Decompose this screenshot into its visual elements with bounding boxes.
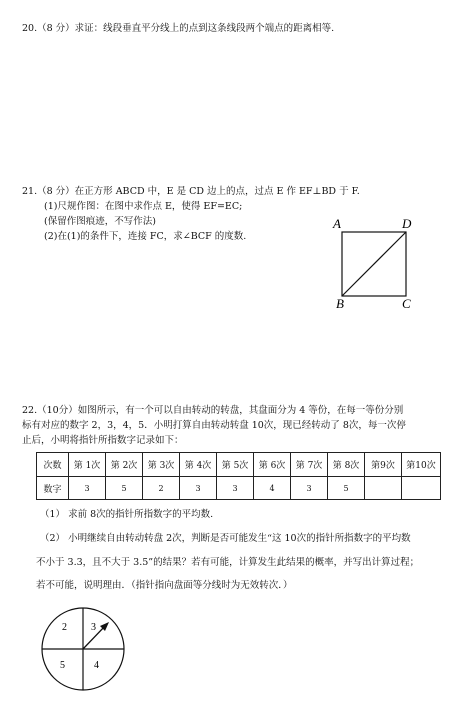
spinner-figure — [38, 604, 128, 694]
table-value-cell: 2 — [143, 477, 180, 500]
table-value-cell: 5 — [328, 477, 365, 500]
question-22-sub-1: （1） 求前 8次的指针所指数字的平均数. — [40, 509, 214, 520]
question-21-part-1: (1)尺规作图：在图中求作点 E，使得 EF=EC; — [44, 201, 243, 212]
diagonal-bd — [342, 232, 406, 296]
question-22-sub-2-line-2: 不小于 3.3，且不大于 3.5”的结果？若有可能，计算发生此结果的概率，并写出计算过程； — [36, 557, 420, 568]
table-row-label: 数字 — [37, 477, 69, 500]
vertex-label-b: B — [336, 296, 344, 311]
table-value-cell: 3 — [291, 477, 328, 500]
table-header-cell: 第 4次 — [180, 453, 217, 477]
table-value-cell: 5 — [106, 477, 143, 500]
spinner-number-top-left: 2 — [62, 622, 67, 633]
table-value-cell: 3 — [69, 477, 106, 500]
question-22-line-2: 标有对应的数字 2，3，4，5．小明打算自由转动转盘 10次，现已经转动了 8次，每一次停 — [22, 420, 406, 431]
table-header-row — [37, 453, 441, 477]
table-header-cell: 第 2次 — [106, 453, 143, 477]
question-22-line-1: 22.（10分）如图所示，有一个可以自由转动的转盘，其盘面分为 4 等份，在每一等份分别 — [22, 405, 404, 416]
table-header-cell: 次数 — [37, 453, 69, 477]
table-value-cell — [365, 477, 402, 500]
vertex-label-a: A — [333, 216, 341, 231]
question-21-part-2: (2)在(1)的条件下，连接 FC，求∠BCF 的度数. — [44, 231, 247, 242]
table-header-cell: 第 8次 — [328, 453, 365, 477]
square-abcd-figure — [330, 212, 420, 312]
spinner-number-bottom-left: 5 — [60, 660, 65, 671]
spin-record-table — [36, 452, 441, 500]
question-21-stem: 21.（8 分）在正方形 ABCD 中，E 是 CD 边上的点，过点 E 作 EF⊥BD 于 F. — [22, 186, 360, 197]
table-header-cell: 第10次 — [402, 453, 441, 477]
table-value-cell: 3 — [217, 477, 254, 500]
table-header-cell: 第 1次 — [69, 453, 106, 477]
question-21-part-1-note: (保留作图痕迹，不写作法) — [44, 216, 156, 227]
question-22-line-3: 止后，小明将指针所指数字记录如下： — [22, 435, 184, 446]
table-value-cell: 4 — [254, 477, 291, 500]
table-header-cell: 第 7次 — [291, 453, 328, 477]
question-22-sub-2-line-3: 若不可能，说明理由．（指针指向盘面等分线时为无效转次．） — [36, 580, 293, 591]
question-20-text: 20.（8 分）求证：线段垂直平分线上的点到这条线段两个端点的距离相等. — [22, 23, 335, 34]
table-value-cell — [402, 477, 441, 500]
question-22-sub-2-line-1: （2） 小明继续自由转动转盘 2次，判断是否可能发生“这 10次的指针所指数字的平均数 — [40, 533, 411, 544]
table-header-cell: 第 3次 — [143, 453, 180, 477]
table-value-row — [37, 477, 441, 500]
spinner-number-bottom-right: 4 — [94, 660, 99, 671]
table-header-cell: 第 6次 — [254, 453, 291, 477]
table-header-cell: 第9次 — [365, 453, 402, 477]
table-header-cell: 第 5次 — [217, 453, 254, 477]
spinner-number-top-right: 3 — [91, 622, 96, 633]
vertex-label-c: C — [402, 296, 411, 311]
table-value-cell: 3 — [180, 477, 217, 500]
vertex-label-d: D — [402, 216, 412, 231]
